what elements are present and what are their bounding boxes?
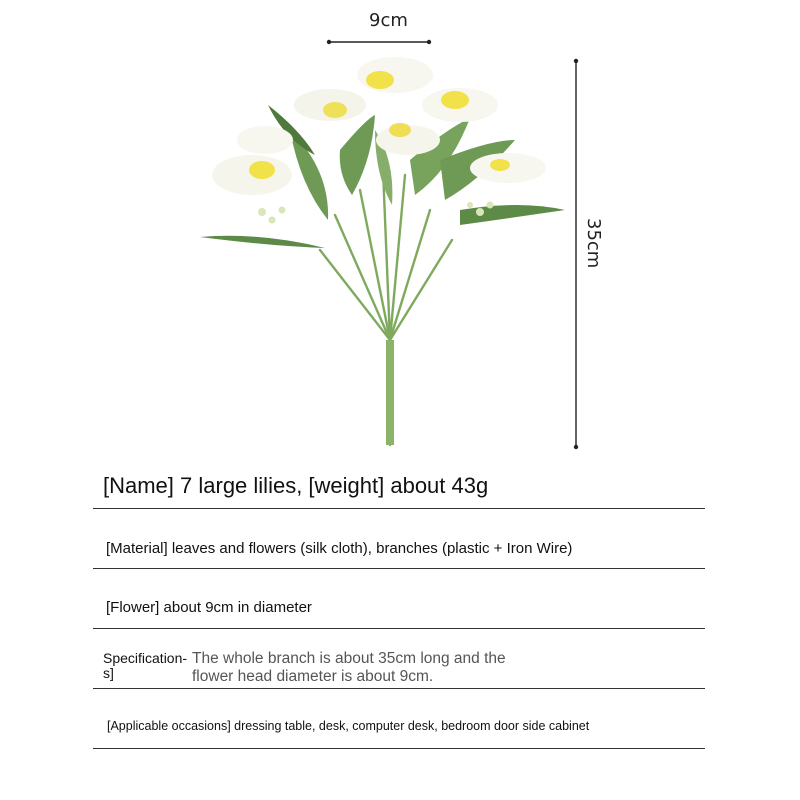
spec-name-text: [Name] 7 large lilies, [weight] about 43g (103, 473, 489, 498)
spec-specifications-key (103, 651, 187, 681)
spec-row-flower (93, 569, 705, 629)
lily-flower (376, 123, 440, 155)
spec-flower-text: [Flower] about 9cm in diameter (106, 599, 312, 616)
spec-specifications-value (192, 650, 506, 686)
spec-key-line-2: s] (103, 665, 114, 681)
main-stem (386, 340, 394, 445)
height-dimension-label: 35cm (583, 218, 604, 269)
lily-flower (212, 126, 293, 195)
lily-flower (357, 57, 433, 93)
lily-flower (422, 88, 498, 122)
spec-value-line-1: The whole branch is about 35cm long and the (192, 650, 506, 667)
spec-row-specifications (93, 629, 705, 689)
lily-buds (258, 202, 494, 224)
spec-material-text: [Material] leaves and flowers (silk cloth), branches (plastic + Iron Wire) (106, 540, 573, 557)
spec-row-name (93, 464, 705, 509)
spec-row-occasions (93, 689, 705, 749)
spec-row-material (93, 509, 705, 569)
lily-flower (470, 153, 546, 183)
lily-flower (294, 89, 366, 121)
height-dimension-line (574, 59, 578, 449)
spec-value-line-2: flower head diameter is about 9cm. (192, 668, 434, 685)
spec-occasions-text: [Applicable occasions] dressing table, desk, computer desk, bedroom door side cabinet (107, 719, 590, 733)
lily-flowers (212, 57, 546, 224)
width-dimension-line (327, 40, 431, 44)
spec-key-line-1: Specification- (103, 650, 188, 666)
width-dimension-label: 9cm (369, 10, 408, 31)
